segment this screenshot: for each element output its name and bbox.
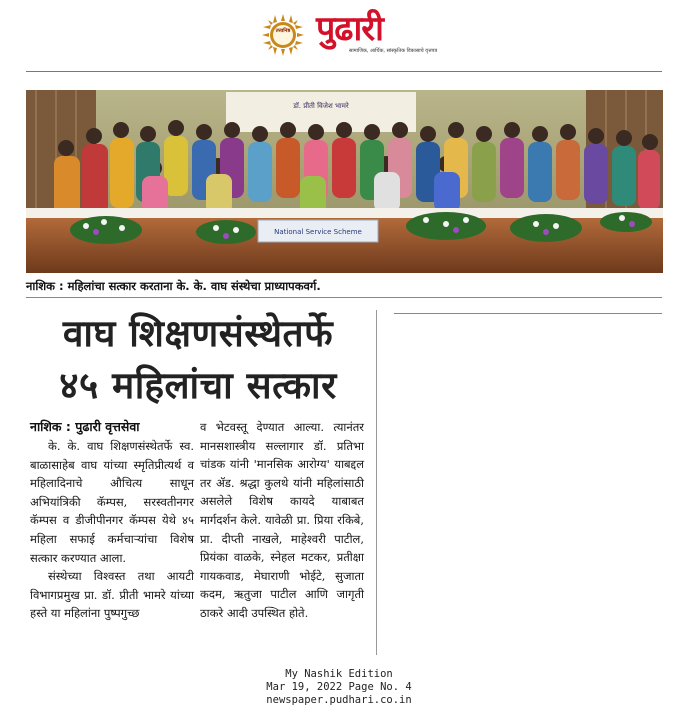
edition-footer <box>0 668 678 707</box>
headline-line-1: वाघ शिक्षणसंस्थेतर्फे <box>62 312 334 355</box>
photo-plaque-text: National Service Scheme <box>274 228 362 236</box>
edition-name: My Nashik Edition <box>285 668 393 680</box>
edition-url: newspaper.pudhari.co.in <box>266 694 412 706</box>
caption-divider <box>26 297 662 298</box>
photo-caption: नाशिक : महिलांचा सत्कार करताना के. के. वाघ संस्थेचा प्राध्यापकवर्ग. <box>26 279 321 293</box>
newspaper-brand: पुढारी <box>316 9 383 49</box>
paragraph: संस्थेच्या विश्वस्त तथा आयटी विभागप्रमुख प्रा. डॉ. प्रीती भामरे यांच्या हस्ते या महिलांना पुष्पगुच्छ <box>30 569 194 621</box>
article-photo <box>26 90 663 273</box>
paragraph: के. के. वाघ शिक्षणसंस्थेतर्फे स्व. बाळासाहेब वाघ यांच्या स्मृतिप्रीत्यर्थ व महिलादिनाचे औचित्य साधून अभियांत्रिकी कॅम्पस, सरस्वतीनगर कॅम्पस व डीजीपीनगर कॅम्पस येथे ४५ महिला सफाई कर्मचाऱ्यांचा विशेष सत्कार करण्यात आला. <box>30 439 194 565</box>
edition-date-page: Mar 19, 2022 Page No. 4 <box>266 681 412 693</box>
column-divider <box>376 310 377 655</box>
article-column-1 <box>30 437 194 623</box>
headline <box>26 308 370 412</box>
right-column-rule <box>394 313 662 314</box>
headline-line-2: ४५ महिलांचा सत्कार <box>59 364 337 407</box>
article-column-2 <box>200 418 364 623</box>
byline: नाशिक : पुढारी वृत्तसेवा <box>30 419 140 434</box>
masthead <box>0 8 678 58</box>
photo-banner-text: डॉ. प्रीती विजेश भामरे <box>293 102 349 110</box>
paragraph: व भेटवस्तू देण्यात आल्या. त्यानंतर मानसशास्त्रीय सल्लागार डॉ. प्रतिभा चांडक यांनी 'मानसिक आरोग्य' याबद्दल तर ॲड. श्रद्धा कुलथे यांनी महिलांसाठी असलेले विशेष कायदे याबाबत मार्गदर्शन केले. यावेळी प्रा. प्रिया रकिबे, प्रा. दीप्ती नाखले, माहेश्वरी पाटील, प्रियंका वाळके, स्नेहल मटकर, प्रतीक्षा गायकवाड, मेघाराणी भोईटे, सुजाता कदम, ऋतुजा पाटील आणि जागृती ठाकरे आदी उपस्थित होते. <box>200 420 364 620</box>
sun-emblem-icon <box>262 14 304 56</box>
brand-tagline: सामाजिक, आर्थिक, सांस्कृतिक विकासाचे वृत्तपत्र <box>349 48 438 54</box>
top-divider <box>26 71 662 72</box>
emblem-text: तत्त्वनिष्ठ <box>275 28 291 34</box>
